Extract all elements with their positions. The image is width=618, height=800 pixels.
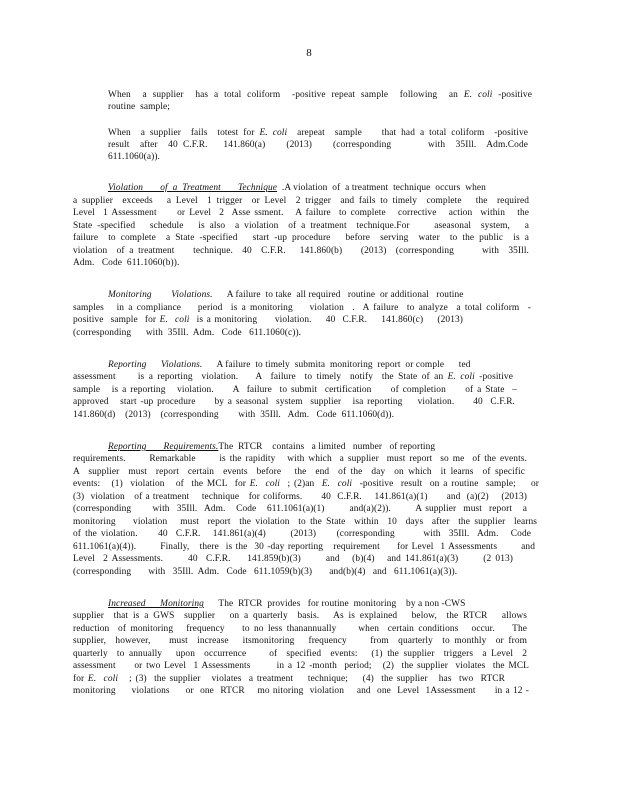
text-line: When a supplier has a total coliform -positive repeat sample following an E. coli -positive — [108, 90, 532, 100]
text-line: Monitoring Violations. A failure to take all required routine or additional routine — [108, 290, 464, 300]
text-line: quarterly to annually upon occurrence of specified events: (1) the supplier triggers a Level 2 — [73, 649, 527, 659]
text-line: (corresponding with 35Ill. Adm. Code 611.1061(a)(1) and(a)(2)). A supplier must report a — [73, 504, 527, 514]
text-line: a supplier exceeds a Level 1 trigger or Level 2 trigger and fails to timely complete the required — [73, 196, 529, 206]
text-line: Reporting Violations. A failure to timely submita monitoring report or comple ted — [108, 360, 471, 370]
text-line: result after 40 C.F.R. 141.860(a) (2013) (corresponding with 35Ill. Adm.Code — [108, 140, 528, 150]
section-heading: Increased Monitoring — [108, 599, 204, 609]
text-line: approved start -up procedure by a seasonal system supplier isa reporting violation. 40 C.F.R. — [73, 397, 515, 407]
text-line: routine sample; — [108, 102, 171, 112]
text-line: assessment is a reporting violation. A failure to timely notify the State of an E. coli -positive — [73, 372, 513, 382]
text-line: supplier that is a GWS supplier on a quarterly basis. As is explained below, the RTCR allows — [73, 611, 527, 621]
text-line: Adm. Code 611.1060(b)). — [73, 258, 180, 268]
text-line: Reporting Requirements.The RTCR contains a limited number of reporting — [108, 442, 436, 452]
text-line: for E. coli ; (3) the supplier violates a treatment technique; (4) the supplier has two RTCR — [73, 674, 505, 684]
text-line: 141.860(d) (2013) (corresponding with 35Ill. Adm. Code 611.1060(d)). — [73, 410, 395, 420]
text-line: 611.1061(a)(4)). Finally, there is the 30 -day reporting requirement for Level 1 Assessments and — [73, 542, 535, 552]
text-line: (corresponding with 35Ill. Adm. Code 611.1060(c)). — [73, 328, 302, 338]
text-line: of the violation. 40 C.F.R. 141.861(a)(4) (2013) (corresponding with 35Ill. Adm. Code — [73, 529, 531, 539]
text-line: positive sample for E. coli is a monitoring violation. 40 C.F.R. 141.860(c) (2013) — [73, 315, 463, 325]
text-line: samples in a compliance period is a monitoring violation . A failure to analyze a total coliform - — [73, 303, 531, 313]
text-line: monitoring violation must report the violation to the State within 10 days after the supplier learns — [73, 517, 537, 527]
text-line: (3) violation of a treatment technique for coliforms. 40 C.F.R. 141.861(a)(1) and (a)(2) (2013) — [73, 492, 527, 502]
section-heading: Monitoring Violations. — [108, 290, 213, 300]
text-line: 611.1060(a)). — [108, 152, 160, 162]
text-line: supplier, however, must increase itsmonitoring frequency from quarterly to monthly or from — [73, 636, 527, 646]
text-line: requirements. Remarkable is the rapidity with which a supplier must report so me of the events. — [73, 454, 527, 464]
text-line: monitoring violations or one RTCR mo nitoring violation and one Level 1Assessment in a 12 - — [73, 686, 529, 696]
text-line: Violation of a Treatment Technique .A violation of a treatment technique occurs when — [108, 183, 486, 193]
text-line: A supplier must report certain events before the end of the day on which it learns of specific — [73, 467, 525, 477]
section-heading: Violation of a Treatment Technique — [108, 183, 278, 193]
text-line: reduction of monitoring frequency to no less thanannually when certain conditions occur. The — [73, 624, 527, 634]
text-line: assessment or two Level 1 Assessments in a 12 -month period; (2) the supplier violates the MCL — [73, 661, 529, 671]
text-line: sample is a reporting violation. A failure to submit certification of completion of a State – — [73, 385, 517, 395]
section-heading: Reporting Violations. — [108, 360, 203, 370]
page-number: 8 — [306, 47, 312, 59]
text-line: When a supplier fails totest for E. coli arepeat sample that had a total coliform -positive — [108, 128, 528, 138]
text-line: violation of a treatment technique. 40 C.F.R. 141.860(b) (2013) (corresponding with 35Ill. — [73, 246, 529, 256]
text-line: failure to complete a State -specified start -up procedure before serving water to the public is a — [73, 233, 529, 243]
section-heading: Reporting Requirements. — [108, 442, 219, 452]
text-line: Level 1 Assessment or Level 2 Asse ssment. A failure to complete corrective action within the — [73, 208, 529, 218]
text-line: events: (1) violation of the MCL for E. coli ; (2)an E. coli -positive result on a routine sample; or — [73, 479, 539, 489]
text-line: State -specified schedule is also a violation of a treatment technique.For aseasonal system, a — [73, 221, 529, 231]
text-line: (corresponding with 35Ill. Adm. Code 611.1059(b)(3) and(b)(4) and 611.1061(a)(3)). — [73, 567, 458, 577]
text-line: Level 2 Assessments. 40 C.F.R. 141.859(b)(3) and (b)(4) and 141.861(a)(3) (2 013) — [73, 554, 513, 564]
text-line: Increased Monitoring The RTCR provides for routine monitoring by a non -CWS — [108, 599, 466, 609]
